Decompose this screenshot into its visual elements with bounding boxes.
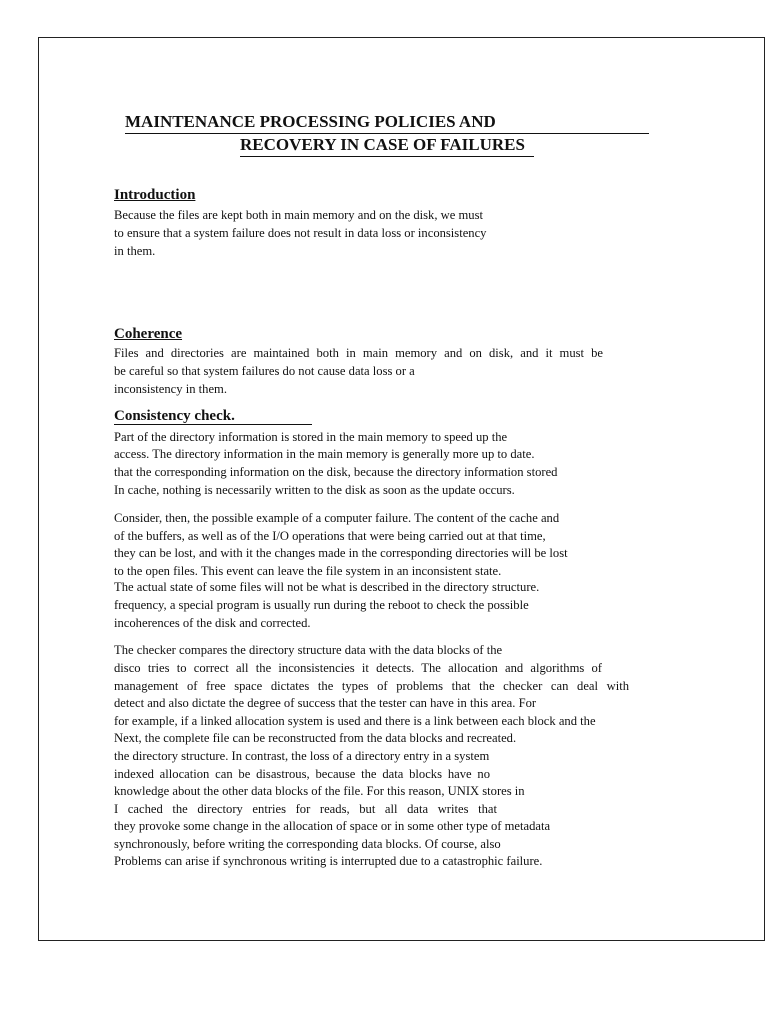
- consistency-para2-line: incoherences of the disk and corrected.: [114, 616, 311, 630]
- consistency-para3-line: The checker compares the directory structure data with the data blocks of the: [114, 643, 503, 657]
- consistency-para1-line: In cache, nothing is necessarily written to the disk as soon as the update occurs.: [114, 483, 515, 497]
- introduction-line: Because the files are kept both in main memory and on the disk, we must: [114, 208, 483, 222]
- coherence-heading: Coherence: [114, 326, 183, 342]
- consistency-para3-line: I cached the directory entries for reads, but all data writes that: [114, 802, 497, 816]
- document-title-line-2: RECOVERY IN CASE OF FAILURES: [240, 135, 534, 157]
- consistency-para3-line: the directory structure. In contrast, the loss of a directory entry in a system: [114, 749, 490, 763]
- consistency-para3-line: disco tries to correct all the inconsistencies it detects. The allocation and algorithms of: [114, 661, 602, 675]
- consistency-para2-line: they can be lost, and with it the changes made in the corresponding directories will be lost: [114, 546, 568, 560]
- introduction-line: to ensure that a system failure does not result in data loss or inconsistency: [114, 226, 487, 240]
- coherence-line: Files and directories are maintained both in main memory and on disk, and it must be: [114, 346, 603, 360]
- consistency-check-heading: Consistency check.: [114, 409, 312, 425]
- consistency-para3-line: they provoke some change in the allocation of space or in some other type of metadata: [114, 819, 551, 833]
- coherence-line: inconsistency in them.: [114, 382, 227, 396]
- introduction-heading: Introduction: [114, 187, 196, 203]
- consistency-para3-line: indexed allocation can be disastrous, because the data blocks have no: [114, 767, 490, 781]
- document-title-line-1: MAINTENANCE PROCESSING POLICIES AND: [125, 112, 649, 134]
- consistency-para3-line: management of free space dictates the types of problems that the checker can deal with: [114, 679, 629, 693]
- consistency-para3-line: for example, if a linked allocation system is used and there is a link between each block and the: [114, 714, 596, 728]
- introduction-line: in them.: [114, 244, 156, 258]
- consistency-para3-line: synchronously, before writing the corresponding data blocks. Of course, also: [114, 837, 501, 851]
- consistency-para2-line: frequency, a special program is usually run during the reboot to check the possible: [114, 598, 529, 612]
- consistency-para1-line: that the corresponding information on the disk, because the directory information stored: [114, 465, 558, 479]
- consistency-para3-line: Next, the complete file can be reconstructed from the data blocks and recreated.: [114, 731, 517, 745]
- consistency-para2-line: of the buffers, as well as of the I/O operations that were being carried out at that time,: [114, 529, 546, 543]
- consistency-para3-line: Problems can arise if synchronous writing is interrupted due to a catastrophic failure.: [114, 854, 543, 868]
- consistency-para2-line: to the open files. This event can leave the file system in an inconsistent state.: [114, 564, 502, 578]
- consistency-para2-line: Consider, then, the possible example of a computer failure. The content of the cache and: [114, 511, 560, 525]
- consistency-para3-line: detect and also dictate the degree of success that the tester can have in this area. For: [114, 696, 537, 710]
- consistency-para3-line: knowledge about the other data blocks of the file. For this reason, UNIX stores in: [114, 784, 525, 798]
- consistency-para1-line: Part of the directory information is stored in the main memory to speed up the: [114, 430, 508, 444]
- coherence-line: be careful so that system failures do not cause data loss or a: [114, 364, 415, 378]
- consistency-para2-line: The actual state of some files will not be what is described in the directory structure.: [114, 580, 540, 594]
- consistency-para1-line: access. The directory information in the main memory is generally more up to date.: [114, 447, 535, 461]
